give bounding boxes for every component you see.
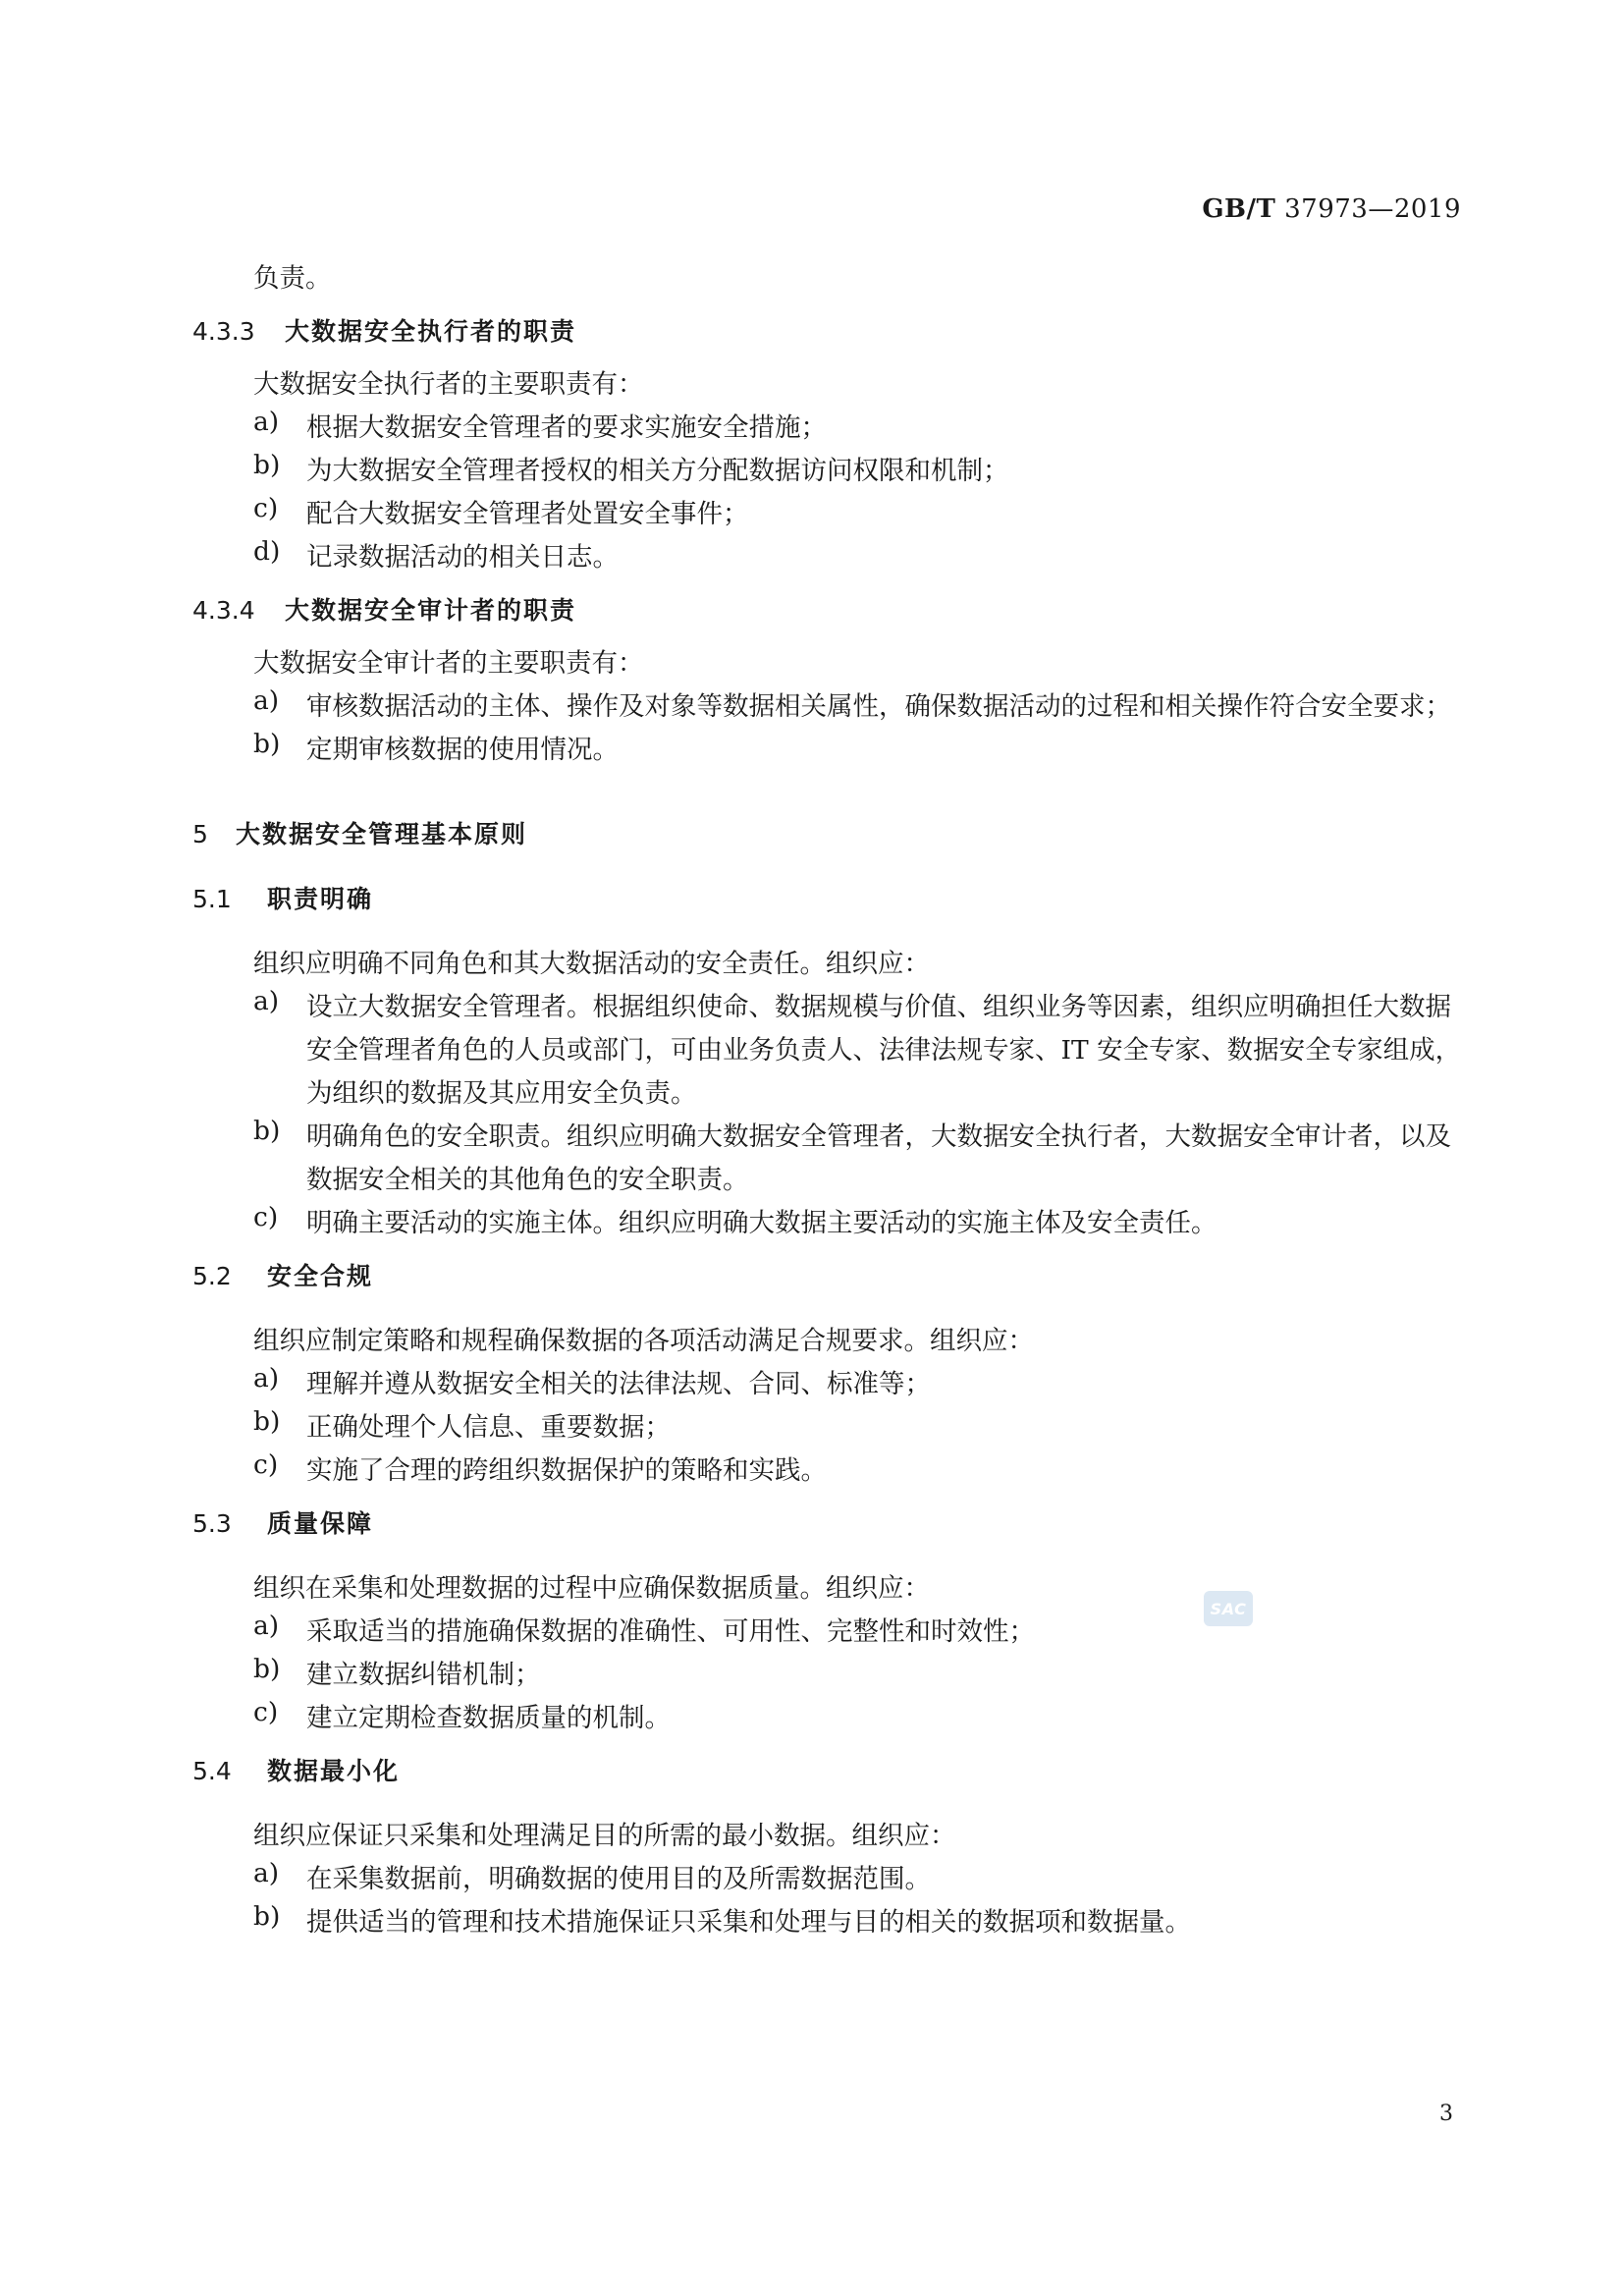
list-item	[192, 407, 1465, 450]
list-item	[192, 685, 1465, 729]
list-marker: d)	[253, 536, 281, 567]
list-marker: a)	[253, 1363, 280, 1394]
list-item	[192, 729, 1465, 772]
list-item-text: 为大数据安全管理者授权的相关方分配数据访问权限和机制；	[306, 456, 1009, 486]
list-item	[192, 1202, 1465, 1245]
section-heading-4-3-4	[192, 589, 1465, 632]
list-item	[192, 1449, 1465, 1493]
list-marker: c)	[253, 1697, 279, 1727]
paragraph: 组织应保证只采集和处理满足目的所需的最小数据。组织应：	[253, 1821, 956, 1851]
chapter-number: 5	[192, 820, 208, 848]
section-number: 5.2	[192, 1262, 232, 1290]
list-item-text: 根据大数据安全管理者的要求实施安全措施；	[306, 412, 827, 443]
sac-watermark-logo	[1204, 1591, 1253, 1626]
list-marker: a)	[253, 1611, 280, 1641]
list-marker: c)	[253, 1202, 279, 1232]
list-item-text: 设立大数据安全管理者。根据组织使命、数据规模与价值、组织业务等因素，组织应明确担任大数据安全管理者角色的人员或部门，可由业务负责人、法律法规专家、IT 安全专家、数据安全专家组成，为组织的数据及其应用安全负责。	[306, 992, 1462, 1109]
section-title: 职责明确	[267, 885, 374, 913]
list-item-text: 在采集数据前，明确数据的使用目的及所需数据范围。	[306, 1864, 931, 1894]
section-heading-5-3	[192, 1503, 1465, 1546]
chapter-title: 大数据安全管理基本原则	[236, 820, 528, 848]
list-item	[192, 986, 1465, 1116]
list-item-text: 正确处理个人信息、重要数据；	[306, 1412, 671, 1443]
list-item-text: 建立数据纠错机制；	[306, 1660, 541, 1690]
paragraph: 组织应制定策略和规程确保数据的各项活动满足合规要求。组织应：	[253, 1326, 1034, 1356]
list-item-text: 理解并遵从数据安全相关的法律法规、合同、标准等；	[306, 1369, 931, 1399]
list-marker: a)	[253, 685, 280, 716]
section-heading-4-3-3	[192, 310, 1465, 354]
list-item	[192, 1363, 1465, 1406]
list-item-text: 记录数据活动的相关日志。	[306, 542, 619, 573]
list-marker: a)	[253, 407, 280, 437]
list-marker: b)	[253, 729, 281, 759]
list-marker: b)	[253, 1116, 281, 1146]
paragraph: 大数据安全执行者的主要职责有：	[253, 369, 644, 400]
section-title: 质量保障	[267, 1509, 374, 1538]
section-heading-5-1	[192, 878, 1465, 921]
section-title: 数据最小化	[267, 1757, 401, 1785]
list-marker: a)	[253, 1858, 280, 1888]
list-item	[192, 536, 1465, 579]
list-marker: a)	[253, 986, 280, 1016]
section-heading-5-4	[192, 1750, 1465, 1793]
watermark-text: SAC	[1210, 1599, 1247, 1618]
list-item-text: 审核数据活动的主体、操作及对象等数据相关属性，确保数据活动的过程和相关操作符合安全要求；	[306, 691, 1451, 722]
chapter-heading-5	[192, 813, 1465, 856]
list-item	[192, 1406, 1465, 1449]
section-number: 5.4	[192, 1757, 232, 1785]
document-body	[192, 257, 1465, 1944]
list-item-text: 配合大数据安全管理者处置安全事件；	[306, 499, 749, 529]
list-item-text: 提供适当的管理和技术措施保证只采集和处理与目的相关的数据项和数据量。	[306, 1907, 1191, 1938]
list-marker: b)	[253, 1654, 281, 1684]
section-number: 5.1	[192, 885, 232, 913]
list-item-text: 实施了合理的跨组织数据保护的策略和实践。	[306, 1455, 827, 1486]
section-number: 4.3.4	[192, 596, 255, 625]
list-item	[192, 1611, 1465, 1654]
list-item-text: 采取适当的措施确保数据的准确性、可用性、完整性和时效性；	[306, 1616, 1035, 1647]
page-number: 3	[1439, 2102, 1453, 2126]
list-item-text: 明确主要活动的实施主体。组织应明确大数据主要活动的实施主体及安全责任。	[306, 1208, 1217, 1238]
list-item	[192, 450, 1465, 493]
list-item	[192, 1697, 1465, 1740]
section-heading-5-2	[192, 1255, 1465, 1298]
list-item	[192, 1654, 1465, 1697]
list-marker: b)	[253, 1406, 281, 1437]
section-title: 大数据安全执行者的职责	[285, 317, 577, 346]
standard-number	[1159, 194, 1461, 224]
continuation-text: 负责。	[253, 263, 332, 294]
section-number: 4.3.3	[192, 317, 255, 346]
paragraph: 组织应明确不同角色和其大数据活动的安全责任。组织应：	[253, 949, 930, 979]
list-item	[192, 1116, 1465, 1202]
list-item	[192, 1858, 1465, 1901]
section-title: 大数据安全审计者的职责	[285, 596, 577, 625]
section-title: 安全合规	[267, 1262, 374, 1290]
list-item	[192, 1901, 1465, 1944]
standard-prefix: GB/T	[1202, 194, 1276, 224]
list-marker: c)	[253, 493, 279, 523]
list-item	[192, 493, 1465, 536]
list-marker: c)	[253, 1449, 279, 1480]
section-number: 5.3	[192, 1509, 232, 1538]
standard-code: 37973—2019	[1284, 194, 1461, 224]
list-item-text: 定期审核数据的使用情况。	[306, 735, 619, 765]
paragraph: 组织在采集和处理数据的过程中应确保数据质量。组织应：	[253, 1573, 930, 1604]
list-item-text: 明确角色的安全职责。组织应明确大数据安全管理者，大数据安全执行者，大数据安全审计者，以及数据安全相关的其他角色的安全职责。	[306, 1121, 1451, 1195]
paragraph: 大数据安全审计者的主要职责有：	[253, 648, 644, 679]
list-item-text: 建立定期检查数据质量的机制。	[306, 1703, 671, 1733]
list-marker: b)	[253, 1901, 281, 1932]
list-marker: b)	[253, 450, 281, 480]
